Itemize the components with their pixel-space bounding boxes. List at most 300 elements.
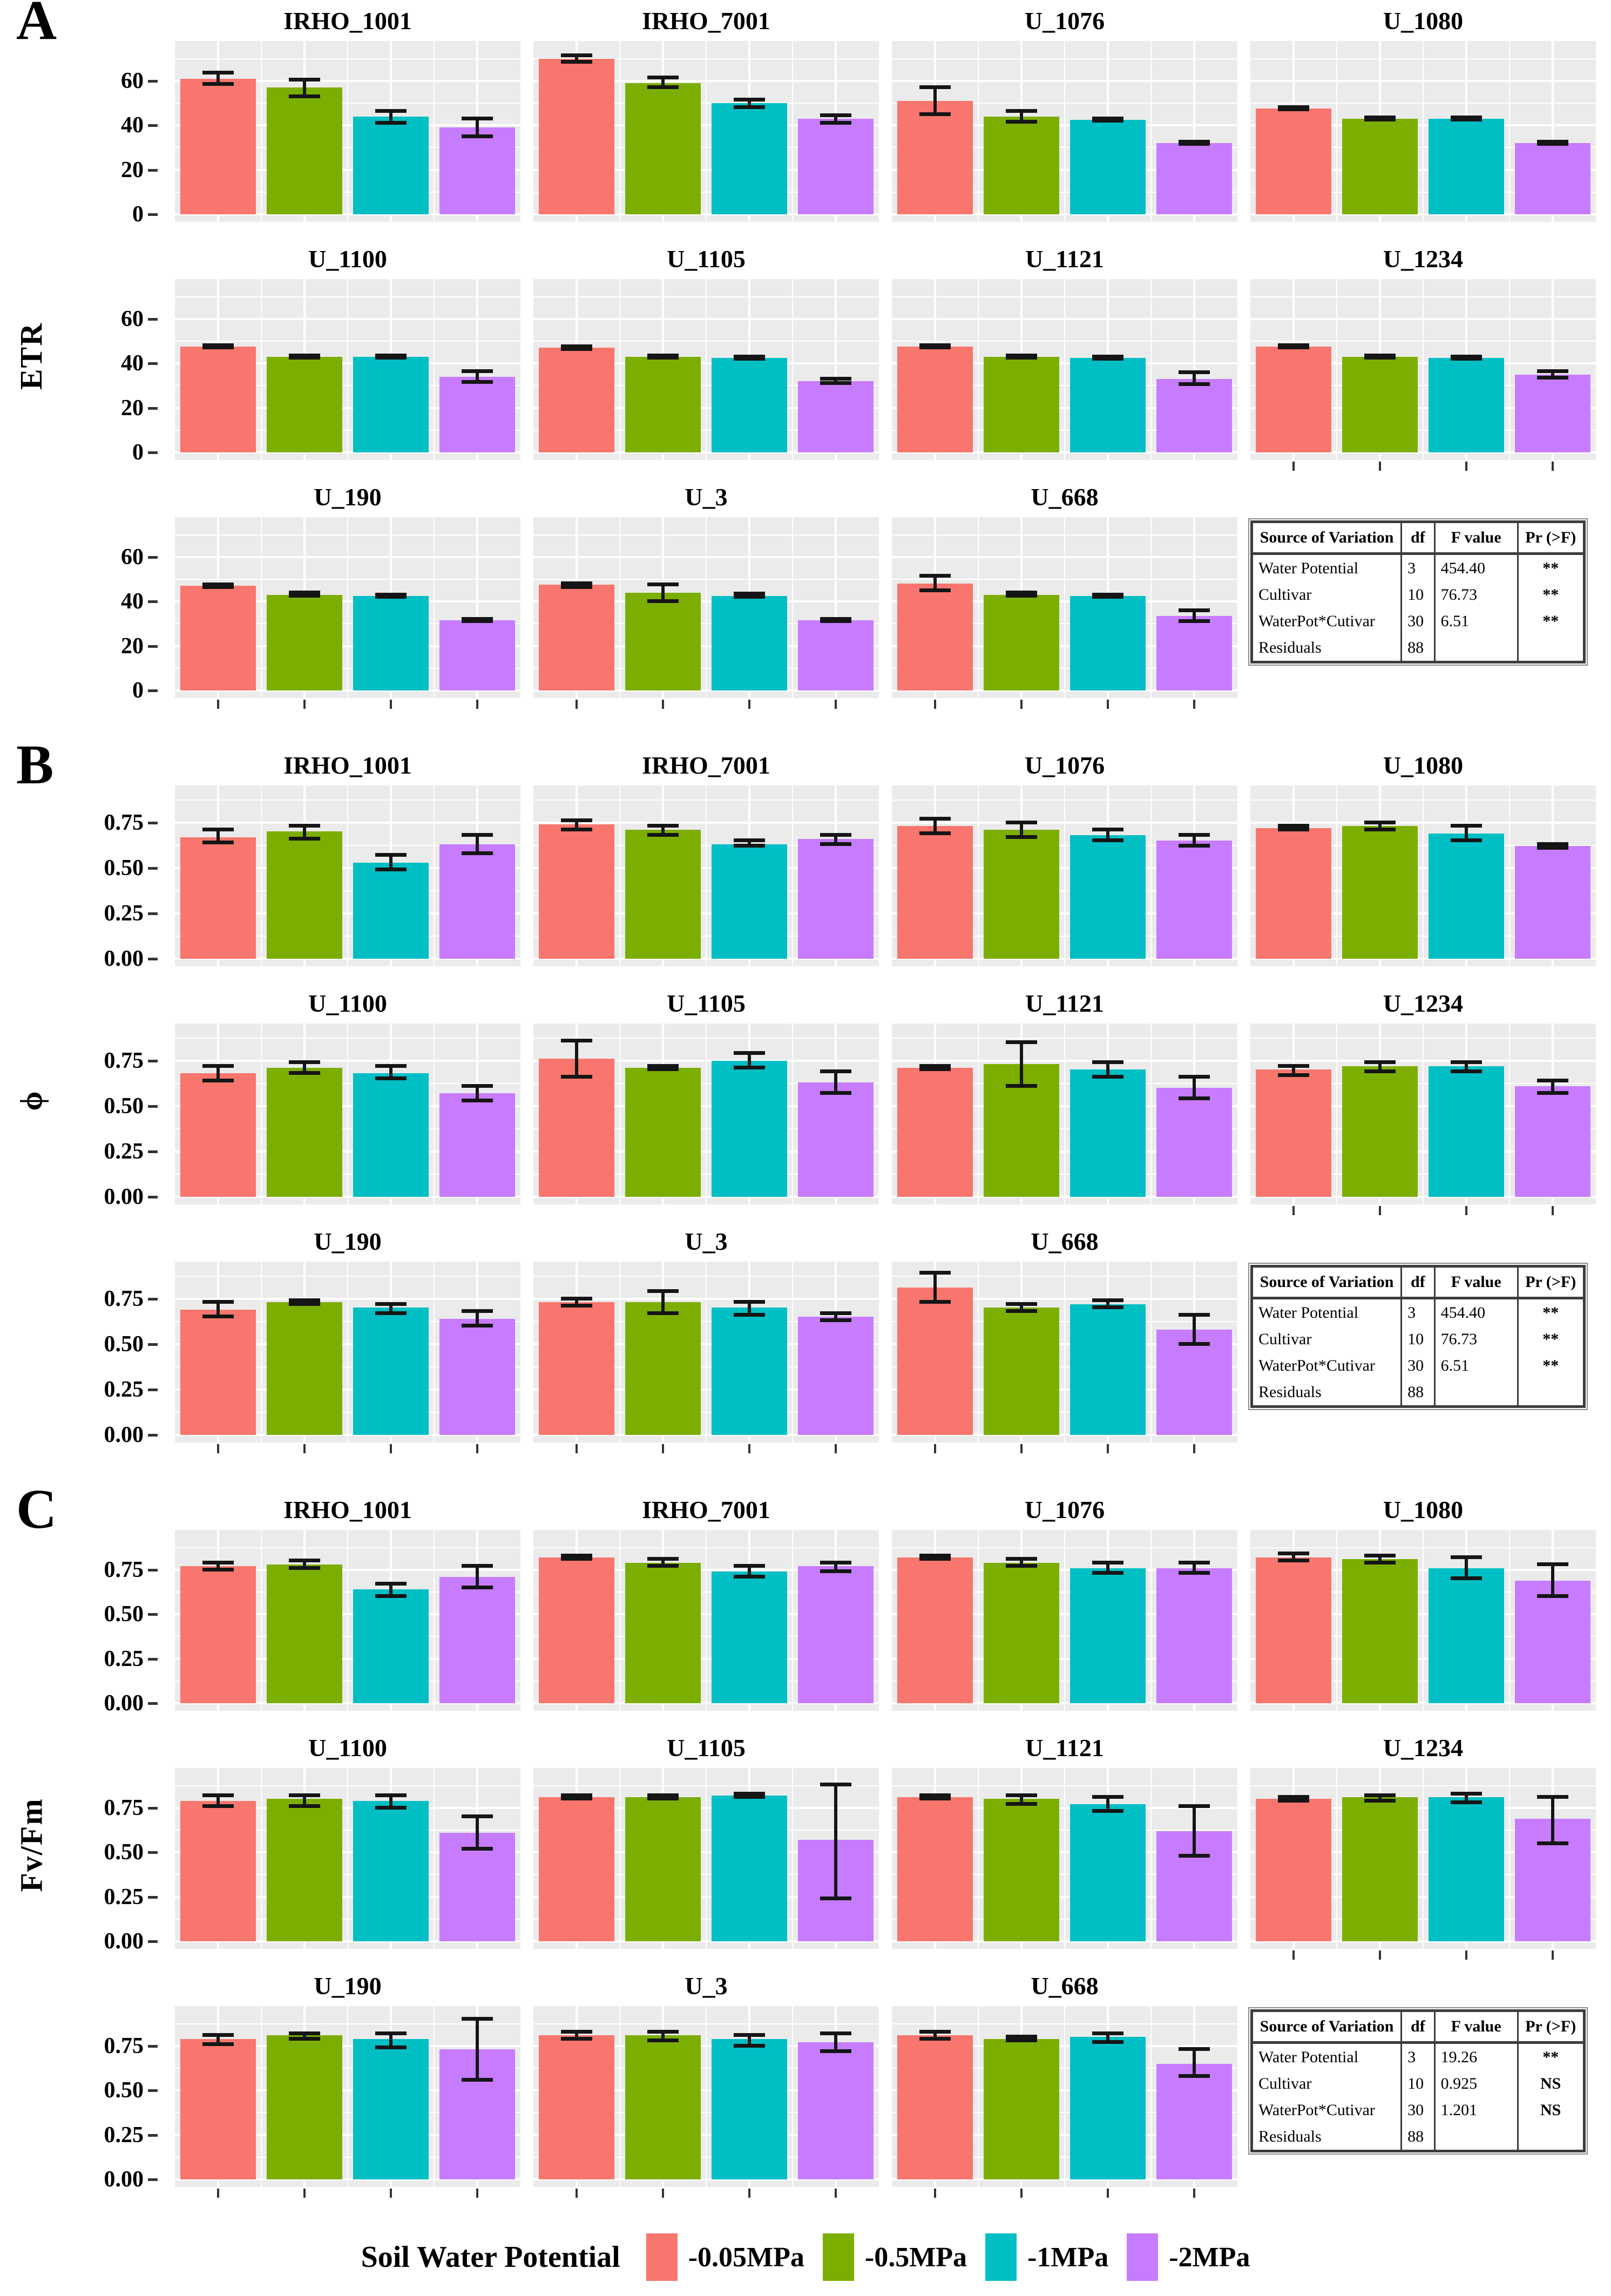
error-bar-cap [1092, 1305, 1123, 1309]
error-bar-cap [1451, 1555, 1482, 1559]
error-bar-cap [1364, 1793, 1396, 1797]
gridline-major [175, 556, 520, 558]
error-bar-cap [1364, 354, 1396, 357]
error-bar-cap [1451, 1800, 1482, 1804]
gridline-vertical-minor [706, 1768, 707, 1949]
anova-table [1250, 1265, 1586, 1408]
error-bar-cap [202, 2033, 234, 2037]
plot-area [175, 279, 520, 460]
facet-u_1234 [1250, 988, 1596, 1218]
y-tick-mark [148, 124, 158, 127]
facet-u_1100 [175, 988, 520, 1218]
plot-area [175, 1530, 520, 1711]
bar--2MPa [1515, 1581, 1591, 1703]
y-tick-label: 60 [121, 306, 144, 331]
bar--2MPa [798, 1566, 874, 1703]
facet-title: IRHO_7001 [642, 7, 770, 35]
gridline-vertical-minor [347, 1262, 348, 1442]
gridline-major [175, 1298, 520, 1300]
bar--0.05MPa [539, 1059, 615, 1197]
bar--0.05MPa [539, 1797, 615, 1941]
gridline-vertical-minor [434, 2006, 435, 2187]
error-bar-cap [734, 595, 765, 599]
error-bar-cap [1278, 1064, 1309, 1068]
bar--2MPa [1156, 143, 1233, 214]
gridline-vertical-minor [261, 1530, 262, 1711]
y-tick-label: 0.75 [104, 2033, 144, 2058]
y-tick-label: 0.75 [104, 1048, 144, 1073]
gridline-minor [533, 296, 879, 297]
gridline-major [892, 1060, 1237, 1062]
bar--1MPa [353, 357, 429, 452]
gridline-vertical-minor [792, 279, 793, 460]
facet-u_1076 [892, 750, 1237, 980]
panel-a-label: A [16, 0, 57, 51]
error-bar-cap [734, 844, 765, 848]
x-tick-strip [175, 1442, 520, 1457]
y-tick-label: 60 [121, 544, 144, 570]
facet-title: U_190 [314, 1972, 382, 2000]
bar--1MPa [1070, 835, 1146, 959]
gridline-major [892, 822, 1237, 824]
error-bar-line [476, 1566, 479, 1588]
anova-cell-value: Cultivar [1258, 1330, 1312, 1348]
anova-cell-value: ** [1518, 553, 1584, 581]
bar--0.5MPa [267, 87, 343, 214]
bar--2MPa [439, 1577, 516, 1703]
gridline-major [533, 318, 879, 320]
error-bar-cap [1006, 1040, 1037, 1044]
bar--2MPa [798, 839, 874, 959]
error-bar-cap [734, 592, 765, 595]
panel-b-phi [0, 734, 1611, 1457]
error-bar-cap [202, 1064, 234, 1068]
x-tick-strip [892, 2187, 1237, 2201]
error-bar-cap [1092, 838, 1123, 842]
bar--1MPa [712, 1061, 788, 1197]
bar--0.05MPa [539, 824, 615, 959]
facet-u_1234 [1250, 1732, 1596, 1963]
error-bar-line [476, 1817, 479, 1848]
error-bar-cap [820, 121, 851, 125]
bar--0.5MPa [625, 2035, 701, 2179]
gridline-minor [533, 1276, 879, 1277]
y-tick-label: 20 [121, 633, 144, 659]
panel-a-etr [0, 0, 1611, 712]
facet-title: U_1100 [308, 990, 387, 1017]
y-tick-label: 0 [132, 202, 144, 227]
x-tick-mark [1292, 1206, 1295, 1215]
error-bar-cap [1537, 376, 1568, 380]
error-bar-cap [647, 1797, 679, 1800]
y-tick-mark [148, 1702, 158, 1705]
gridline-vertical-minor [434, 1768, 435, 1949]
y-tick-label: 40 [121, 113, 144, 138]
error-bar-cap [734, 105, 765, 109]
gridline-minor [892, 579, 1237, 580]
error-bar-cap [1006, 591, 1037, 594]
error-bar-cap [375, 109, 407, 113]
error-bar-cap [202, 1793, 234, 1797]
error-bar-cap [289, 2037, 320, 2041]
y-tick-label: 0.25 [104, 1377, 144, 1402]
anova-header-cell: Pr (>F) [1518, 1266, 1584, 1298]
error-bar-cap [561, 581, 592, 585]
error-bar-cap [919, 1300, 951, 1304]
error-bar-cap [1364, 1561, 1396, 1564]
anova-cell-value [1434, 1379, 1518, 1407]
error-bar-cap [647, 1289, 679, 1293]
x-tick-strip [1250, 1711, 1596, 1725]
legend-item--2MPa [1127, 2233, 1250, 2281]
anova-cell-value: 3 [1402, 2042, 1435, 2070]
error-bar-cap [561, 1554, 592, 1557]
error-bar-cap [1179, 1561, 1210, 1564]
plot-area [533, 41, 879, 222]
facet-title: IRHO_1001 [283, 751, 412, 779]
plot-area [533, 1262, 879, 1442]
bar--0.05MPa [539, 2035, 615, 2179]
error-bar-cap [647, 599, 679, 603]
x-tick-strip [175, 1204, 520, 1218]
error-bar-cap [734, 1792, 765, 1796]
plot-area [175, 1024, 520, 1204]
y-tick-label: 40 [121, 351, 144, 376]
plot-area [175, 1768, 520, 1949]
error-bar-cap [1179, 1571, 1210, 1575]
gridline-major [1250, 822, 1596, 824]
legend-item--0.5MPa [823, 2233, 967, 2281]
y-tick-mark [148, 1389, 158, 1391]
gridline-vertical-minor [619, 785, 620, 966]
error-bar-line [933, 1273, 937, 1302]
error-bar-cap [1179, 1313, 1210, 1317]
x-tick-mark [1193, 1444, 1195, 1453]
error-bar-cap [1006, 120, 1037, 124]
plot-area [892, 1530, 1237, 1711]
bar--1MPa [353, 1073, 429, 1197]
anova-cell-value: 3 [1402, 1298, 1435, 1326]
x-tick-mark [1020, 2189, 1023, 2198]
gridline-vertical-minor [434, 1262, 435, 1442]
anova-cell-value: Cultivar [1258, 2074, 1312, 2092]
error-bar-cap [561, 1797, 592, 1800]
error-bar-cap [202, 1300, 234, 1304]
plot-area [892, 1768, 1237, 1949]
gridline-minor [175, 1038, 520, 1039]
error-bar-cap [289, 1566, 320, 1570]
anova-header-cell: df [1402, 522, 1435, 554]
bar--1MPa [353, 1589, 429, 1703]
anova-header-row [1252, 522, 1585, 554]
gridline-vertical-minor [792, 1262, 793, 1442]
plot-area [175, 785, 520, 966]
bar--2MPa [439, 377, 516, 452]
bar--1MPa [1429, 119, 1505, 214]
error-bar-cap [375, 2031, 407, 2035]
anova-row [1252, 581, 1585, 608]
bar--2MPa [439, 127, 516, 214]
anova-cell-value: ** [1518, 581, 1584, 608]
y-tick-mark [148, 2045, 158, 2048]
x-tick-mark [303, 700, 306, 709]
x-tick-strip [533, 222, 879, 236]
y-tick-mark [148, 362, 158, 365]
error-bar-cap [919, 2030, 951, 2034]
anova-table [1250, 2009, 1586, 2152]
bar--1MPa [353, 596, 429, 690]
bar--0.05MPa [539, 1557, 615, 1703]
gridline-vertical-minor [978, 517, 979, 698]
x-tick-strip [892, 966, 1237, 980]
bar--0.05MPa [180, 1310, 256, 1435]
error-bar-cap [289, 2031, 320, 2035]
anova-cell-value: 6.51 [1434, 1352, 1518, 1379]
error-bar-cap [462, 369, 493, 373]
error-bar-cap [375, 121, 407, 125]
x-tick-strip [175, 222, 520, 236]
gridline-vertical-minor [978, 1024, 979, 1204]
facet-title: IRHO_7001 [642, 1496, 770, 1523]
error-bar-cap [462, 833, 493, 837]
bar--0.05MPa [897, 347, 973, 452]
error-bar-cap [1537, 1562, 1568, 1566]
legend-color-swatch [1127, 2233, 1158, 2281]
bar--0.05MPa [180, 1566, 256, 1703]
gridline-vertical-minor [1064, 785, 1065, 966]
gridline-minor [1250, 800, 1596, 801]
anova-row [1252, 2042, 1585, 2070]
facet-row [0, 988, 1611, 1218]
bar--0.05MPa [897, 101, 973, 214]
y-tick-label: 0.75 [104, 1795, 144, 1820]
error-bar-cap [561, 2030, 592, 2034]
error-bar-cap [1278, 343, 1309, 347]
error-bar-cap [820, 2049, 851, 2053]
anova-row [1252, 1379, 1585, 1407]
soil-water-potential-legend [0, 2233, 1611, 2281]
plot-area [175, 517, 520, 698]
y-tick-label: 0.50 [104, 1602, 144, 1627]
error-bar-cap [1092, 355, 1123, 358]
error-bar-cap [1006, 1309, 1037, 1313]
error-bar-cap [647, 824, 679, 828]
error-bar-cap [919, 1797, 951, 1800]
gridline-vertical-minor [1150, 1530, 1152, 1711]
error-bar-cap [1006, 1802, 1037, 1806]
bar--0.5MPa [625, 830, 701, 959]
x-tick-strip [175, 460, 520, 474]
anova-row [1252, 1298, 1585, 1326]
gridline-vertical-minor [1509, 279, 1510, 460]
y-axis-gutter [0, 750, 162, 980]
error-bar-cap [647, 1067, 679, 1071]
plot-area [533, 1768, 879, 1949]
facet-row [0, 1494, 1611, 1725]
gridline-vertical-minor [706, 1024, 707, 1204]
y-tick-label: 0.00 [104, 1423, 144, 1447]
gridline-vertical-minor [347, 2006, 348, 2187]
error-bar-cap [919, 574, 951, 578]
bar--1MPa [353, 117, 429, 214]
anova-cell-value: 1.201 [1434, 2097, 1518, 2123]
gridline-vertical-minor [1336, 279, 1337, 460]
gridline-vertical-minor [978, 279, 979, 460]
bar--0.05MPa [539, 59, 615, 214]
plot-area [892, 1024, 1237, 1204]
error-bar-line [1551, 1797, 1554, 1844]
anova-cell-value: 88 [1402, 2123, 1435, 2151]
gridline-vertical-minor [792, 2006, 793, 2187]
error-bar-cap [1179, 370, 1210, 374]
error-bar-cap [820, 833, 851, 837]
x-tick-mark [476, 700, 478, 709]
anova-cell-value: 76.73 [1434, 1326, 1518, 1352]
anova-cell-value: 0.925 [1434, 2070, 1518, 2097]
gridline-minor [533, 1547, 879, 1548]
bar--0.5MPa [625, 1563, 701, 1703]
error-bar-cap [1006, 821, 1037, 824]
error-bar-cap [462, 1099, 493, 1102]
error-bar-cap [1278, 105, 1309, 109]
y-tick-label: 0.50 [104, 1840, 144, 1865]
x-tick-mark [1107, 700, 1109, 709]
gridline-vertical-minor [1064, 1024, 1065, 1204]
x-tick-strip [892, 460, 1237, 474]
plot-area [175, 2006, 520, 2187]
legend-item-label: -1MPa [1027, 2241, 1109, 2273]
anova-header-cell: Source of Variation [1252, 1266, 1402, 1298]
y-tick-mark [148, 1150, 158, 1153]
gridline-vertical-minor [1064, 1768, 1065, 1949]
error-bar-cap [1537, 1795, 1568, 1799]
bar--2MPa [439, 1093, 516, 1197]
gridline-minor [892, 800, 1237, 801]
gridline-vertical-minor [1423, 785, 1424, 966]
bar--0.5MPa [984, 1563, 1060, 1703]
plot-area [892, 517, 1237, 698]
anova-cell-value: ** [1518, 1326, 1584, 1352]
gridline-minor [175, 1785, 520, 1786]
error-bar-cap [1006, 109, 1037, 113]
bar--0.5MPa [267, 1302, 343, 1435]
gridline-vertical-minor [1150, 1262, 1152, 1442]
error-bar-cap [1179, 382, 1210, 386]
error-bar-cap [1364, 828, 1396, 831]
bar--2MPa [1156, 1088, 1233, 1197]
anova-cell-value: Residuals [1258, 638, 1322, 656]
facet-title: U_190 [314, 483, 382, 511]
bar--1MPa [1429, 358, 1505, 452]
x-tick-mark [390, 2189, 392, 2198]
y-tick-mark [148, 2178, 158, 2181]
anova-cell-value: Water Potential [1258, 1303, 1359, 1322]
facet-u_1080 [1250, 1494, 1596, 1725]
gridline-vertical-minor [792, 1530, 793, 1711]
gridline-vertical-minor [706, 785, 707, 966]
error-bar-cap [375, 1076, 407, 1080]
legend-item--0.05MPa [646, 2233, 804, 2281]
error-bar-cap [734, 98, 765, 101]
facet-title: IRHO_1001 [283, 7, 412, 35]
bar--1MPa [353, 1308, 429, 1435]
x-tick-strip [175, 698, 520, 712]
bar--0.05MPa [897, 1288, 973, 1435]
facet-u_1076 [892, 1494, 1237, 1725]
bar--1MPa [1070, 1069, 1146, 1197]
facet-irho_1001 [175, 5, 520, 236]
error-bar-cap [820, 617, 851, 621]
gridline-vertical-minor [261, 785, 262, 966]
y-tick-mark [148, 645, 158, 648]
error-bar-cap [1006, 1564, 1037, 1568]
bar--1MPa [1429, 834, 1505, 959]
anova-row [1252, 2070, 1585, 2097]
error-bar-cap [1092, 2040, 1123, 2044]
gridline-vertical-minor [434, 785, 435, 966]
facet-title: U_1076 [1024, 7, 1105, 35]
facet-row [0, 5, 1611, 236]
error-bar-cap [289, 1793, 320, 1797]
error-bar-cap [561, 1039, 592, 1042]
facet-irho_7001 [533, 750, 879, 980]
gridline-minor [175, 1276, 520, 1277]
gridline-minor [892, 2023, 1237, 2024]
anova-cell-value: 10 [1402, 2070, 1435, 2097]
x-tick-mark [390, 1444, 392, 1453]
gridline-vertical-minor [619, 2006, 620, 2187]
error-bar-cap [820, 381, 851, 385]
y-tick-label: 0.00 [104, 1691, 144, 1716]
anova-header-row [1252, 2011, 1585, 2043]
y-tick-label: 0.50 [104, 1093, 144, 1119]
error-bar-cap [561, 1793, 592, 1797]
y-axis-gutter [0, 1970, 162, 2201]
bar--1MPa [353, 863, 429, 959]
anova-cell-value: WaterPot*Cutivar [1258, 1356, 1375, 1374]
error-bar-cap [1179, 1804, 1210, 1808]
bar--0.05MPa [897, 1557, 973, 1703]
facet-u_668 [892, 482, 1237, 712]
facet-u_3 [533, 482, 879, 712]
error-bar-cap [1179, 1342, 1210, 1346]
anova-cell-value: 30 [1402, 608, 1435, 634]
bar--1MPa [353, 2039, 429, 2179]
bar--0.05MPa [539, 585, 615, 690]
y-tick-label: 0.00 [104, 1929, 144, 1954]
gridline-vertical-minor [261, 1768, 262, 1949]
error-bar-cap [202, 343, 234, 347]
plot-area [892, 1262, 1237, 1442]
anova-cell-value: 6.51 [1434, 608, 1518, 634]
error-bar-cap [1179, 1096, 1210, 1100]
x-tick-strip [533, 1442, 879, 1457]
error-bar-cap [1537, 842, 1568, 846]
error-bar-cap [1278, 1073, 1309, 1077]
anova-header-cell: Pr (>F) [1518, 2011, 1584, 2043]
error-bar-cap [202, 583, 234, 586]
y-axis-gutter [0, 1494, 162, 1725]
gridline-vertical-minor [619, 1024, 620, 1204]
bar--0.05MPa [180, 1073, 256, 1197]
y-axis-gutter [0, 1226, 162, 1457]
bar--0.5MPa [267, 2035, 343, 2179]
gridline-vertical-minor [1509, 1024, 1510, 1204]
error-bar-cap [375, 593, 407, 597]
anova-header-cell: F value [1434, 2011, 1518, 2043]
error-bar-cap [462, 1324, 493, 1328]
y-tick-label: 40 [121, 589, 144, 614]
